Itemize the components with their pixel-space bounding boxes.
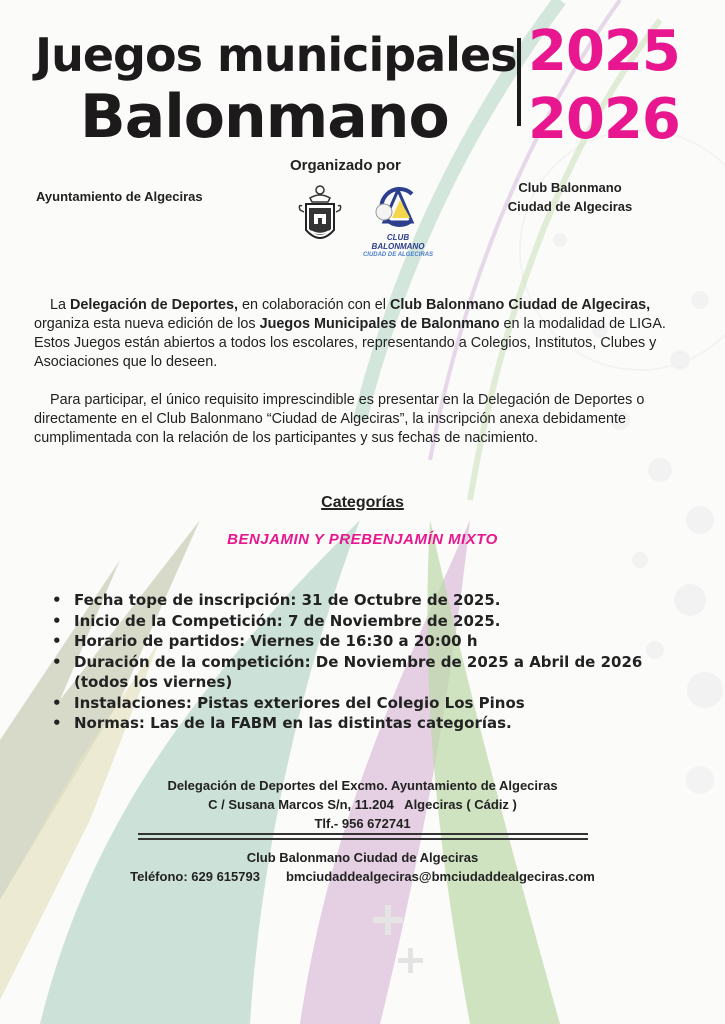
intro-text: en la modalidad de LIGA. Estos Juegos están abiertos a todos los escolares, representando a Colegios, Institutos, Clubes y Asociaciones que lo deseen.	[34, 316, 666, 370]
detail-item	[50, 713, 700, 734]
organizer-ayuntamiento: Ayuntamiento de Algeciras	[36, 189, 203, 204]
club-email-link[interactable]: bmciudaddealgeciras@bmciudaddealgeciras.com	[285, 869, 595, 884]
intro-paragraph-1	[34, 296, 694, 372]
bullet-icon: •	[52, 714, 62, 732]
delegation-name: Delegación de Deportes del Excmo. Ayuntamiento de Algeciras	[167, 778, 558, 793]
intro-bold-club: Club Balonmano Ciudad de Algeciras,	[389, 297, 651, 313]
category-name: BENJAMIN Y PREBENJAMÍN MIXTO	[227, 531, 498, 548]
detail-item	[50, 611, 700, 632]
intro-paragraph-2	[34, 391, 694, 448]
detail-text: Instalaciones: Pistas exteriores del Colegio Los Pinos	[74, 693, 525, 712]
detail-text: Duración de la competición: De Noviembre de 2025 a Abril de 2026 (todos los viernes)	[74, 652, 643, 691]
detail-item	[50, 652, 700, 693]
detail-item	[50, 590, 700, 611]
intro-text: organiza esta nueva edición de los	[34, 316, 260, 332]
club-logo-text-1: CLUB BALONMANO	[371, 233, 425, 251]
delegation-contact	[0, 776, 725, 833]
organized-by-label: Organizado por	[290, 157, 401, 174]
intro-bold-delegacion: Delegación de Deportes,	[70, 297, 238, 313]
bullet-icon: •	[52, 693, 62, 712]
season-start-year: 2025	[528, 19, 680, 84]
intro-text: en colaboración con el	[237, 297, 390, 313]
detail-text: Fecha tope de inscripción: 31 de Octubre de 2025.	[74, 591, 501, 609]
title-juegos-municipales: Juegos municipales	[35, 28, 517, 82]
intro-text: La	[50, 297, 71, 313]
club-logo-icon	[362, 184, 434, 258]
title-balonmano: Balonmano	[80, 82, 449, 152]
title-divider	[517, 38, 521, 126]
club-phone: Teléfono: 629 615793	[130, 869, 260, 884]
categories-heading-text: Categorías	[321, 494, 404, 511]
detail-text: Inicio de la Competición: 7 de Noviembre de 2025.	[74, 611, 501, 630]
club-contact	[0, 848, 725, 886]
participation-text: Para participar, el único requisito imprescindible es presentar en la Delegación de Deportes o directamente en el Club Balonmano “Ciudad de Algeciras”, la inscripción anexa debidamente cumplimentada con la relación de los participantes y sus fechas de nacimiento.	[34, 392, 645, 446]
detail-item	[50, 631, 700, 652]
bullet-icon: •	[52, 591, 62, 609]
footer-divider	[138, 833, 588, 840]
bullet-icon: •	[52, 632, 62, 650]
organizer-club	[490, 178, 650, 216]
club-name-line2: Ciudad de Algeciras	[507, 199, 633, 214]
city-crest-icon	[296, 184, 344, 250]
club-contact-line	[0, 867, 725, 886]
intro-bold-juegos: Juegos Municipales de Balonmano	[259, 316, 500, 332]
club-contact-name: Club Balonmano Ciudad de Algeciras	[246, 850, 479, 865]
club-logo-text-2: CIUDAD DE ALGECIRAS	[362, 252, 434, 258]
club-name-line1: Club Balonmano	[518, 180, 622, 195]
detail-text: Normas: Las de la FABM en las distintas categorías.	[74, 714, 512, 732]
bullet-icon: •	[52, 611, 62, 630]
categories-heading	[0, 494, 725, 512]
detail-item	[50, 693, 700, 714]
bullet-icon: •	[52, 652, 62, 671]
detail-text: Horario de partidos: Viernes de 16:30 a 20:00 h	[74, 632, 478, 650]
season-end-year: 2026	[528, 87, 680, 152]
delegation-address: C / Susana Marcos S/n, 11.204 Algeciras ( Cádiz )	[208, 797, 517, 812]
competition-details-list	[50, 590, 700, 734]
delegation-phone: Tlf.- 956 672741	[314, 816, 411, 831]
